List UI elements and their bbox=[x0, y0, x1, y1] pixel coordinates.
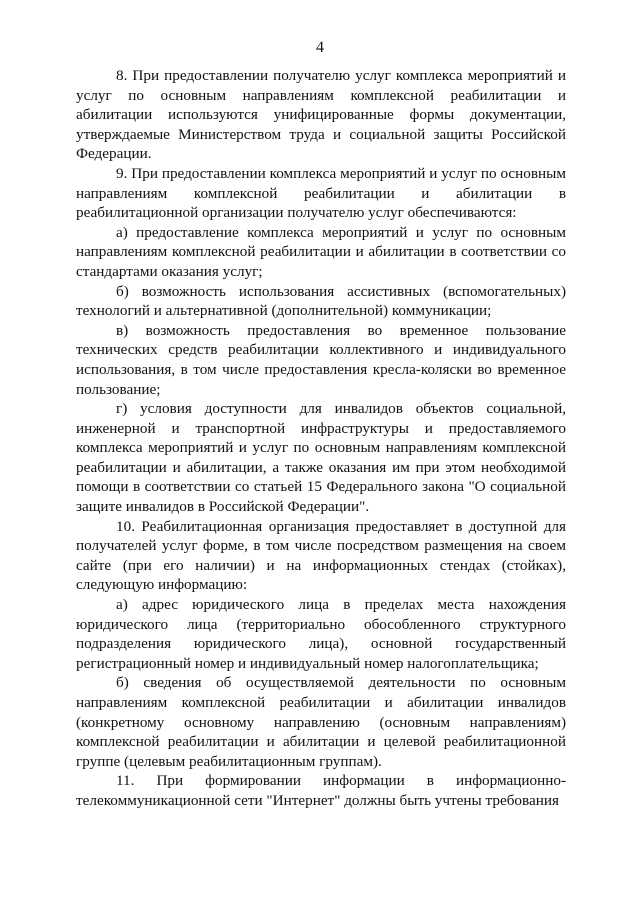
paragraph-8: 8. При предоставлении получателю услуг комплекса мероприятий и услуг по основным направлениям комплексной реабилитации и абилитации используются унифицированные формы документации, утверждаемые Министерством труда и социальной защиты Российской Федерации. bbox=[76, 67, 566, 163]
paragraph-10: 10. Реабилитационная организация предоставляет в доступной для получателей услуг форме, в том числе посредством размещения на своем сайте (при его наличии) и на информационных стендах (стойках), следующую информацию: bbox=[76, 517, 566, 594]
document-body bbox=[76, 66, 566, 811]
paragraph-9: 9. При предоставлении комплекса мероприятий и услуг по основным направлениям комплексной реабилитации и абилитации в реабилитационной организации получателю услуг обеспечиваются: bbox=[76, 164, 566, 222]
paragraph-9-a: а) предоставление комплекса мероприятий и услуг по основным направлениям комплексной реабилитации и абилитации в соответствии со стандартами оказания услуг; bbox=[76, 223, 566, 280]
paragraph-9-v: в) возможность предоставления во временное пользование технических средств реабилитации коллективного и индивидуального использования, в том числе предоставления кресла-коляски во временное пользование; bbox=[76, 321, 566, 398]
paragraph-9-b: б) возможность использования ассистивных (вспомогательных) технологий и альтернативной (дополнительной) коммуникации; bbox=[76, 282, 566, 320]
paragraph-10-b: б) сведения об осуществляемой деятельности по основным направлениям комплексной реабилитации и абилитации инвалидов (конкретному основному направлению (основным направлениям) комплексной реабилитации и абилитации и целевой реабилитационной группе (целевым реабилитационным группам). bbox=[76, 674, 566, 770]
paragraph-10-a: а) адрес юридического лица в пределах места нахождения юридического лица (территориально обособленного структурного подразделения юридического лица), основной государственный регистрационный номер и индивидуальный номер налогоплательщика; bbox=[76, 596, 566, 672]
page-number: 4 bbox=[316, 39, 324, 56]
paragraph-9-g: г) условия доступности для инвалидов объектов социальной, инженерной и транспортной инфраструктуры и предоставляемого комплекса мероприятий и услуг по основным направлениям комплексной реабилитации и абилитации, а также оказания им при этом необходимой помощи в соответствии со статьей 15 Федерального закона "О социальной защите инвалидов в Российской Федерации". bbox=[76, 400, 566, 516]
paragraph-11: 11. При формировании информации в информационно-телекоммуникационной сети "Интернет" должны быть учтены требования bbox=[76, 772, 566, 809]
